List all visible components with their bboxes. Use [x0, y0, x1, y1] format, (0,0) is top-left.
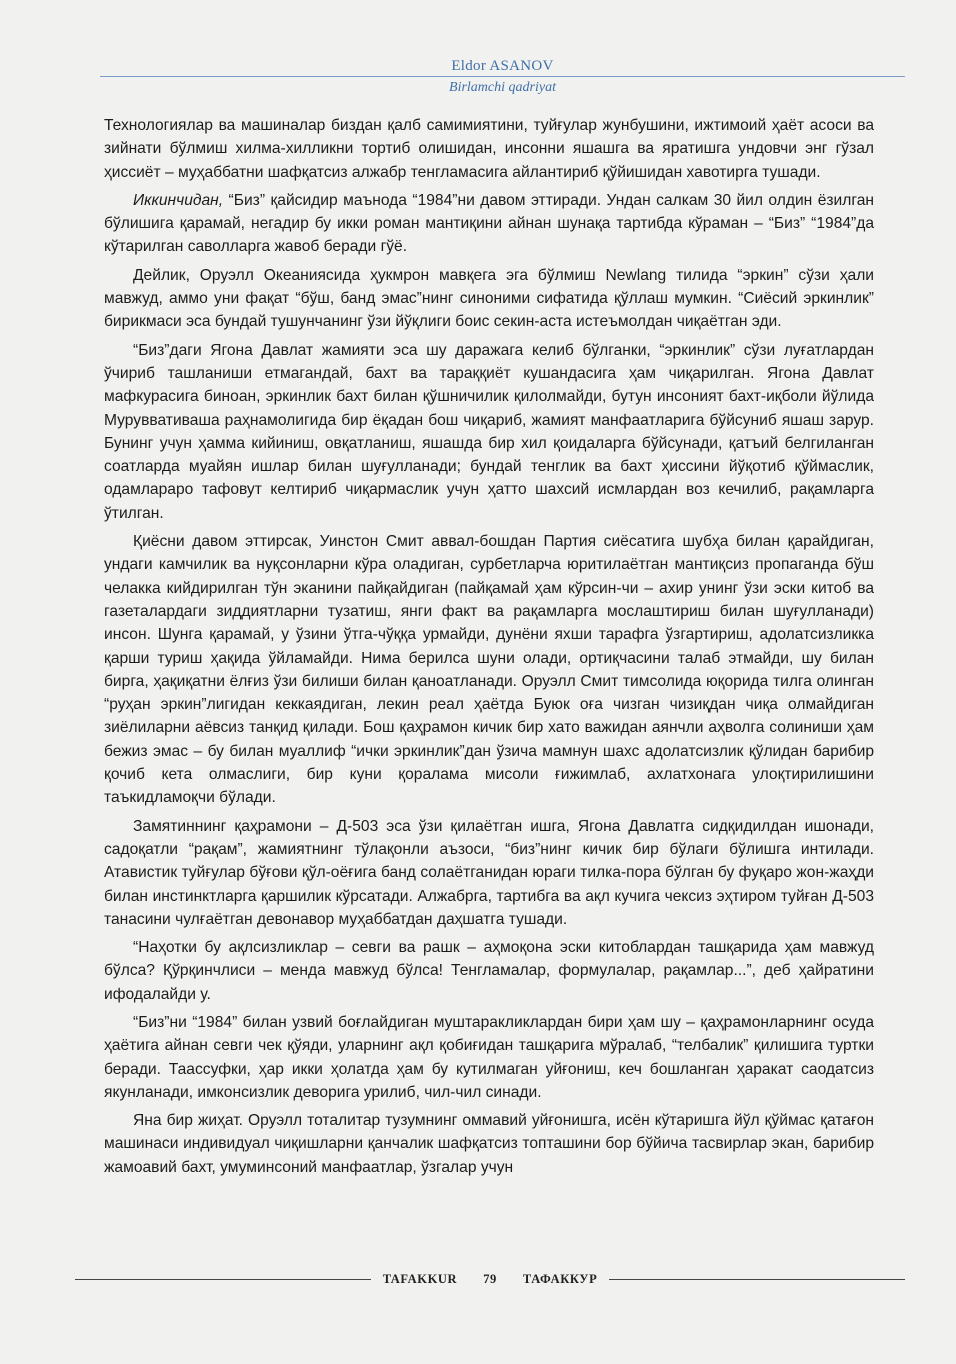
- paragraph-lead: Иккинчидан,: [133, 191, 224, 209]
- footer-title-latin: TAFAKKUR: [382, 1272, 458, 1286]
- header-author: Eldor ASANOV: [451, 58, 554, 74]
- paragraph: “Наҳотки бу ақлсизликлар – севги ва рашк – аҳмоқона эски китоблардан ташқарида ҳам мавжуд бўлса? Қўрқинчлиси – менда мавжуд бўлса! Тенгламалар, формулалар, рақамлар...”, деб ҳайратини ифодалайди у.: [104, 939, 874, 1003]
- footer-title-cyrillic: ТАФАККУР: [522, 1272, 598, 1286]
- header-subtitle: Birlamchi qadriyat: [449, 80, 556, 95]
- running-header: [100, 56, 905, 97]
- footer-rule-right: [609, 1279, 905, 1280]
- paragraph: Дейлик, Оруэлл Океаниясида ҳукмрон мавқега эга бўлмиш Newlang тилида “эркин” сўзи ҳали мавжуд, аммо уни фақат “бўш, банд эмас”нинг синоними сифатида қўллаш мумкин. “Сиёсий эркинлик” бирикмаси эса бундай тушунчанинг ўзи йўқлиги боис секин-аста истеъмолдан чиқаётган эди.: [104, 266, 874, 331]
- article-body: [104, 114, 874, 1184]
- page-number: 79: [483, 1272, 497, 1286]
- page-footer: [75, 1272, 905, 1287]
- paragraph: Қиёсни давом эттирсак, Уинстон Смит аввал-бошдан Партия сиёсатига шубҳа билан қарайдиган, ундаги камчилик ва нуқсонларни кўра оладиган, сурбетларча юритилаётган мантиқсиз пропаганда бўш челакка кийдирилган тўн эканини пайқайдиган (пайқамай ҳам кўрсин-чи – ахир унинг ўзи эски китоб ва газеталардаги зиддиятларни тузатиш, янги факт ва рақамларга мослаштириш билан шуғулланади) инсон. Шунга қарамай, у ўзини ўтга-чўққа урмайди, дунёни яхши тарафга ўзгартириш, адолатсизликка қарши туриш ҳақида ўйламайди. Нима берилса шуни олади, ортиқчасини талаб этмайди, шу билан бирга, ҳақиқатни ёлғиз ўзи билиши билан қаноатланади. Оруэлл Смит тимсолида юқорида тилга олинган “руҳан эркин”лигидан кеккаядиган, лекин реал ҳаётда Буюк оға чизган чизиқдан чиқа олмайдиган зиёлиларни аёвсиз танқид қилади. Бош қаҳрамон кичик бир хато важидан аянчли аҳволга солиниши ҳам бежиз эмас – бу билан муаллиф “ички эркинлик”дан ўзича мамнун шахс адолатсизлик қўлидан барибир қочиб кета олмаслиги, бир куни қорaлама мисоли ғижимлаб, ахлатхонага улоқтирилишини таъкидламоқчи бўлади.: [104, 533, 874, 807]
- paragraph: “Биз”ни “1984” билан узвий боғлайдиган муштаракликлардан бири ҳам шу – қаҳрамонларнинг осуда ҳаётига айнан севги чек қўяди, уларнинг ақл қобиғидан ташқарига мўралаб, “телбалик” қилишига туртки беради. Таассуфки, ҳар икки ҳолатда ҳам бу кутилмаган уйғониш, кеч бошланган ҳаракат саодатсиз якунланади, имконсизлик деворига урилиб, чил-чил синади.: [104, 1013, 874, 1101]
- paragraph: [104, 189, 874, 259]
- footer-rule-left: [75, 1279, 371, 1280]
- paragraph: Технологиялар ва машиналар биздан қалб самимиятини, туйғулар жунбушини, ижтимоий ҳаёт асоси ва зийнати бўлмиш хилма-хилликни тортиб олишидан, инсонни яшашга ва яратишга ундовчи энг гўзал ҳиссиёт – муҳаббатни шафқатсиз алжабр тенгламасига айлантириб қўйишидан хавотирга тушади.: [104, 117, 874, 181]
- header-rule: [100, 76, 905, 77]
- paragraph-text: “Биз” қайсидир маънода “1984”ни давом эттиради. Ундан салкам 30 йил олдин ёзилган бўлишига қарамай, негадир бу икки роман мантиқини айнан шунақа тартибда кўраман – “Биз” “1984”да кўтарилган саволларга жавоб беради гўё.: [104, 191, 874, 256]
- paragraph: Замятиннинг қаҳрамони – Д-503 эса ўзи қилаётган ишга, Ягона Давлатга сидқидилдан ишонади, садоқатли “рақам”, жамиятнинг тўлақонли аъзоси, “биз”нинг кичик бир бўлаги бўлишга интилади. Атавистик туйғулар бўғови қўл-оёғига банд солаётганидан юраги тилка-пора бўлган бу фуқаро жон-жаҳди билан инстинктларга қаршилик кўрсатади. Алжабрга, тартибга ва ақл кучига чексиз эҳтиром туйған Д-503 танасини чулғаётган девонавор муҳаббатдан даҳшатга тушади.: [104, 817, 874, 928]
- paragraph: “Биз”даги Ягона Давлат жамияти эса шу даражага келиб бўлганки, “эркинлик” сўзи луғатлардан ўчириб ташланиши етмагандай, бахт ва тараққиёт кушандасига ҳам чиқарилган. Ягона Давлат мафкурасига биноан, эркинлик бахт билан қўшничилик қилолмайди, бутун инсоният бахт-иқболи йўлида Муруввативашa раҳнамолигида бир ёқадан бош чиқариб, жамият манфаатларига бўйсуниб яшаш зарур. Бунинг учун ҳамма кийиниш, овқатланиш, яшашда бир хил қоидаларга бўйсунади, қатъий белгиланган соатларда муайян ишлар билан шуғулланади; бундай тенглик ва бахт ҳиссини йўқотиб қўймаслик, одамлараро тафовут келтириб чиқармаслик учун ҳатто шахсий исмлардан воз кечилиб, рақамларга ўтилган.: [104, 341, 874, 522]
- paragraph: Яна бир жиҳат. Оруэлл тоталитар тузумнинг оммавий уйғонишга, исён кўтаришга йўл қўймас қатағон машинаси индивидуал чиқишларни қанчалик шафқатсиз топташини бор бўйича тасвирлар экан, барибир жамоавий бахт, умуминсоний манфаатлар, ўзгалар учун: [104, 1112, 874, 1176]
